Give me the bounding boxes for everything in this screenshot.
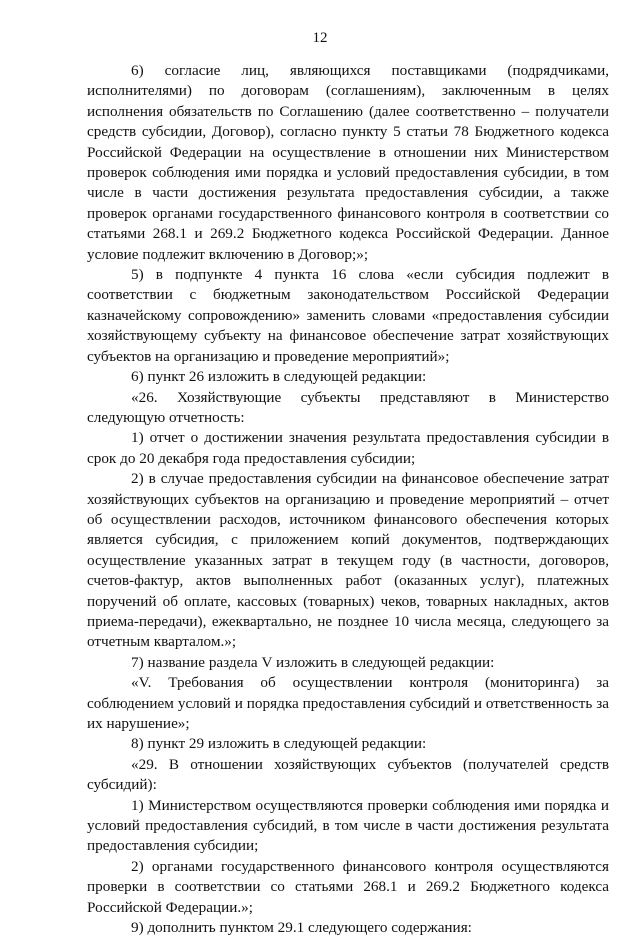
paragraph-point-26-intro: «26. Хозяйствующие субъекты представляют в Министерство следующую отчетность: xyxy=(87,388,609,426)
paragraph-section-v-title: «V. Требования об осуществлении контроля (мониторинга) за соблюдением условий и порядка предоставления субсидий и ответственность за их нарушение»; xyxy=(87,674,609,732)
paragraph-checks-2: 2) органами государственного финансового контроля осуществляются проверки в соответствии со статьями 268.1 и 269.2 Бюджетного кодекса Российской Федерации.»; xyxy=(87,857,609,916)
paragraph-item-5-subparagraph-4: 5) в подпункте 4 пункта 16 слова «если субсидия подлежит в соответствии с бюджетным законодательством Российской Федерации казначейскому сопровождению» заменить словами «предоставления субсидии хозяйствующему субъекту на финансовое обеспечение затрат хозяйствующих субъектов на организацию и проведение мероприятий»; xyxy=(87,266,609,365)
document-body xyxy=(87,61,609,938)
paragraph-item-9-point-29-1: 9) дополнить пунктом 29.1 следующего содержания: xyxy=(131,919,472,937)
paragraph-point-29-intro: «29. В отношении хозяйствующих субъектов (получателей средств субсидий): xyxy=(87,755,609,794)
paragraph-report-1: 1) отчет о достижении значения результата предоставления субсидии в срок до 20 декабря года предоставления субсидии; xyxy=(87,429,609,467)
paragraph-item-6-consent: 6) согласие лиц, являющихся поставщиками (подрядчиками, исполнителями) по договорам (соглашениям), заключенным в целях исполнения обязательств по Соглашению (далее соответственно – получатели средств субсидии, Договор), согласно пункту 5 статьи 78 Бюджетного кодекса Российской Федерации на осуществление в отношении них Министерством проверок соблюдения ими порядка и условий предоставления субсидии, в том числе в части достижения результата предоставления субсидии, а также проверок органами государственного финансового контроля в соответствии со статьями 268.1 и 269.2 Бюджетного кодекса Российской Федерации. Данное условие подлежит включению в Договор;»; xyxy=(87,62,609,263)
page-number: 12 xyxy=(312,30,328,46)
paragraph-item-6-point-26: 6) пункт 26 изложить в следующей редакции: xyxy=(131,368,427,386)
paragraph-checks-1: 1) Министерством осуществляются проверки соблюдения ими порядка и условий предоставления субсидий, в том числе в части достижения результата предоставления субсидии; xyxy=(87,796,609,855)
paragraph-item-8-point-29: 8) пункт 29 изложить в следующей редакции: xyxy=(131,735,427,753)
paragraph-item-7-section-v: 7) название раздела V изложить в следующей редакции: xyxy=(131,653,495,671)
paragraph-report-2: 2) в случае предоставления субсидии на финансовое обеспечение затрат хозяйствующих субъектов на организацию и проведение мероприятий – отчет об осуществлении расходов, источником финансового обеспечения которых является субсидия, с приложением копий документов, подтверждающих осуществление указанных затрат в текущем году (в частности, договоров, счетов-фактур, актов выполненных работ (оказанных услуг), платежных поручений об оплате, кассовых (товарных) чеков, товарных накладных, актов приема-передачи), ежеквартально, не позднее 10 числа месяца, следующего за отчетным кварталом.»; xyxy=(87,470,609,651)
